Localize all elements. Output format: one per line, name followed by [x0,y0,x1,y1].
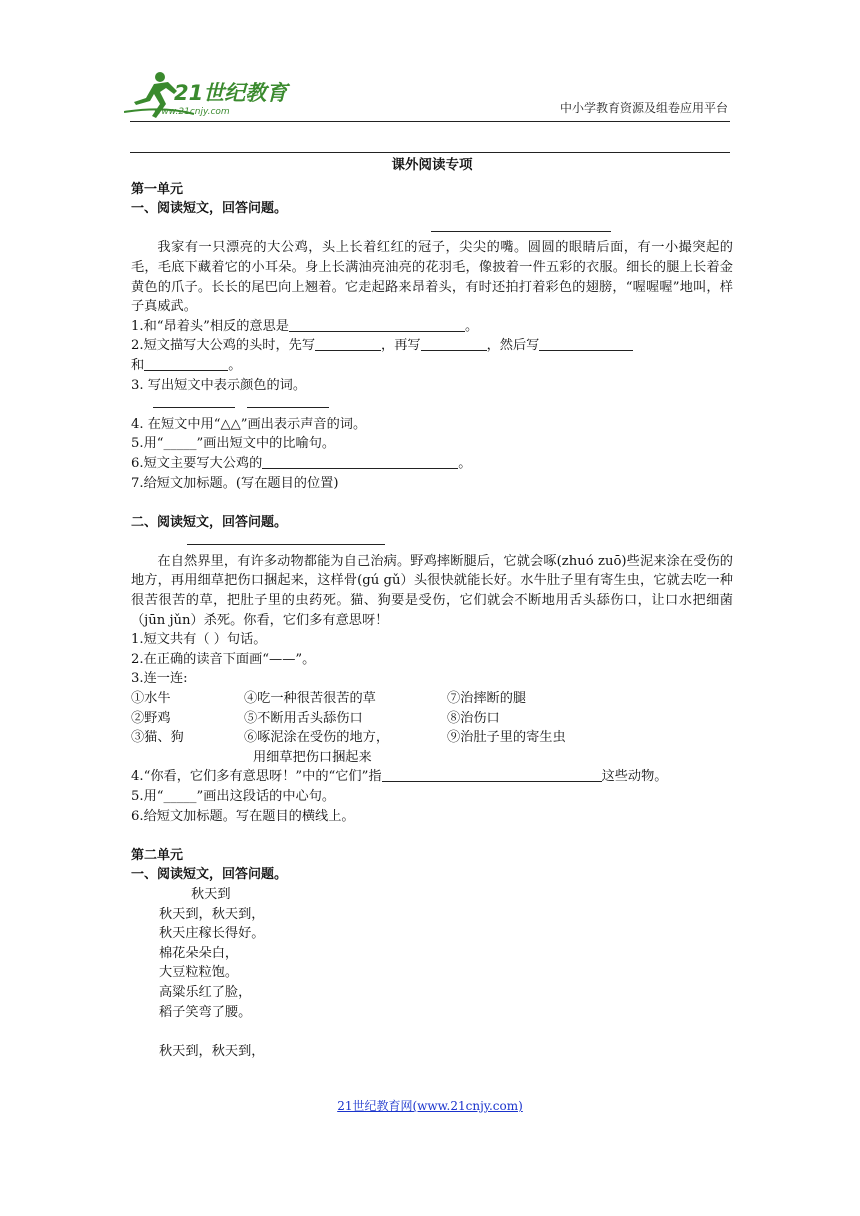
question-2-4: 4.“你看，它们多有意思呀！”中的“它们”指 这些动物。 [131,769,668,785]
question-1-5: 5.用“_____”画出短文中的比喻句。 [131,436,336,452]
match-item: ⑨治肚子里的寄生虫 [447,730,566,746]
color-words-blanks [131,395,733,415]
title-blank-2 [131,532,733,552]
passage-animals: 在自然界里，有许多动物都能为自己治病。野鸡摔断腿后，它就会啄(zhuó zuō)些泥来涂在受伤的地方，再用细草把伤口捆起来，这样骨(gú gǔ）头很快就能长好。水牛肚子里有寄生虫，它就去吃一种很苦很苦的草，把肚子里的虫药死。猫、狗要是受伤，它们就会不断地用舌头舔伤口，让口水把细菌（jūn jǔn）杀死。你看，它们多有意思呀！ [131,553,733,628]
matching-table [131,689,733,748]
poem-line: 大豆粒粒饱。 [159,965,239,981]
question-2-6: 6.给短文加标题。写在题目的横线上。 [131,808,355,824]
question-1-7: 7.给短文加标题。(写在题目的位置) [131,475,339,491]
unit1-part2-heading: 二、阅读短文，回答问题。 [131,514,288,530]
poem-line: 秋天庄稼长得好。 [159,926,265,942]
unit2-heading: 一、阅读短文，回答问题。 [131,867,288,883]
question-2-2: 2.在正确的读音下面画“——”。 [131,651,316,667]
poem [131,885,733,1061]
unit1-part1-heading: 一、阅读短文，回答问题。 [131,201,288,217]
title-divider [130,152,730,153]
title-blank-1 [131,219,733,239]
match-item: ①水牛 [131,691,171,707]
logo-wordmark: 21世纪教育 [174,81,288,105]
doc-title: 课外阅读专项 [391,157,473,173]
document-body [131,156,733,1061]
footer-link[interactable]: 21世纪教育网(www.21cnjy.com) [337,1099,523,1113]
question-1-2: 2.短文描写大公鸡的头时，先写 ，再写 ，然后写 [131,336,733,356]
match-item-cont: 用细草把伤口捆起来 [253,749,372,765]
question-2-3: 3.连一连: [131,671,188,687]
header-divider [130,121,730,122]
logo-url: www.21cnjy.com [154,107,230,117]
unit1-label: 第一单元 [131,181,184,197]
poem-line: 高粱乐红了脸， [159,984,252,1000]
question-2-1: 1.短文共有（ ）句话。 [131,632,267,648]
question-1-4: 4. 在短文中用“△△”画出表示声音的词。 [131,416,367,432]
poem-line: 秋天到，秋天到， [159,1043,265,1059]
site-logo [124,68,294,124]
platform-name: 中小学教育资源及组卷应用平台 [559,101,728,115]
question-1-6: 6.短文主要写大公鸡的 。 [131,455,472,471]
match-item: ②野鸡 [131,710,171,726]
question-2-5: 5.用“_____”画出这段话的中心句。 [131,789,336,804]
match-item: ③猫、狗 [131,730,184,746]
question-1-1: 1.和“昂着头”相反的意思是 。 [131,318,479,334]
question-1-2-cont: 和 。 [131,357,242,373]
poem-line: 秋天到，秋天到， [159,906,265,922]
poem-title: 秋天到 [191,886,231,902]
match-item: ⑥啄泥涂在受伤的地方， [244,730,390,746]
passage-rooster: 我家有一只漂亮的大公鸡，头上长着红红的冠子，尖尖的嘴。圆圆的眼睛后面，有一小撮突起的毛，毛底下藏着它的小耳朵。身上长满油亮油亮的花羽毛，像披着一件五彩的衣服。细长的腿上长着金黄色的爪子。长长的尾巴向上翘着。它走起路来昂着头，有时还拍打着彩色的翅膀，“喔喔喔”地叫，样子真威武。 [131,240,733,315]
poem-line: 棉花朵朵白， [159,945,239,961]
match-item: ⑤不断用舌头舔伤口 [244,710,363,726]
poem-line: 稻子笑弯了腰。 [159,1004,252,1020]
match-item: ④吃一种很苦很苦的草 [244,691,376,707]
unit2-label: 第二单元 [131,847,184,863]
match-item: ⑧治伤口 [447,710,500,726]
match-item: ⑦治摔断的腿 [447,691,527,707]
question-1-3: 3. 写出短文中表示颜色的词。 [131,377,307,393]
